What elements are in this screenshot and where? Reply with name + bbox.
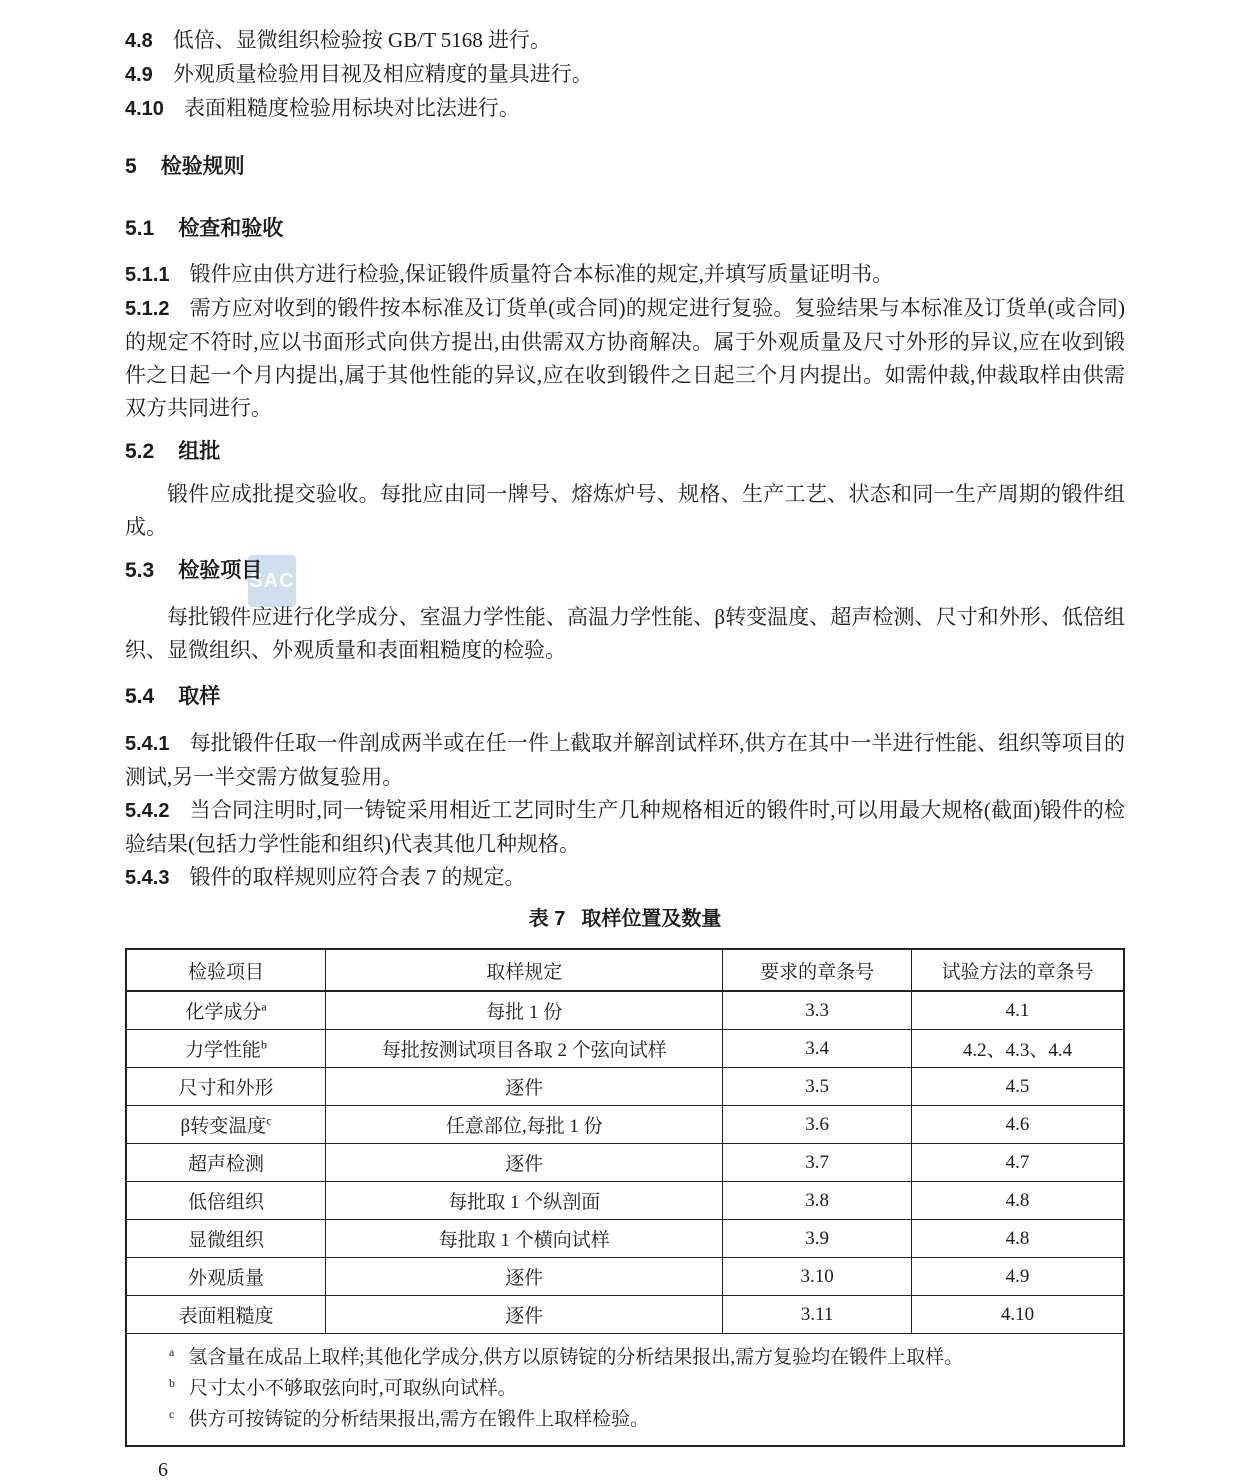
cell-req: 3.8 xyxy=(723,1182,912,1220)
table-row xyxy=(126,1220,1124,1258)
section-5-4-heading xyxy=(125,680,1125,713)
cell-item: β转变温度$^c$ xyxy=(126,1106,326,1144)
table-footnote-b xyxy=(169,1373,1107,1404)
cell-req: 3.7 xyxy=(723,1144,912,1182)
table-title-text: 取样位置及数量 xyxy=(581,908,722,930)
cell-req: 3.6 xyxy=(723,1106,912,1144)
col-header-method: 试验方法的章条号 xyxy=(911,949,1124,991)
table-7-title xyxy=(125,903,1125,936)
table-row xyxy=(126,1106,1124,1144)
cell-req: 3.11 xyxy=(723,1296,912,1334)
section-number: 5.3 xyxy=(125,559,155,582)
footnote-marker: a xyxy=(169,1344,175,1359)
cell-rule: 任意部位,每批 1 份 xyxy=(326,1106,723,1144)
clause-4-8 xyxy=(125,24,1125,58)
section-number: 5.2 xyxy=(125,440,155,463)
table-label: 表 7 xyxy=(528,908,566,930)
sac-watermark: SAC xyxy=(248,555,296,607)
col-header-rule: 取样规定 xyxy=(326,949,723,991)
cell-method: 4.8 xyxy=(911,1220,1124,1258)
footnote-marker: a xyxy=(261,999,267,1014)
clause-number: 4.8 xyxy=(125,30,153,52)
clause-number: 4.10 xyxy=(125,98,164,120)
cell-method: 4.1 xyxy=(911,991,1124,1030)
page-number: 6 xyxy=(158,1459,168,1481)
table-row xyxy=(126,1030,1124,1068)
clause-number: 4.9 xyxy=(125,64,153,86)
section-title: 取样 xyxy=(178,685,221,708)
section-5-3-heading xyxy=(125,554,1125,587)
cell-req: 3.3 xyxy=(723,991,912,1030)
section-title: 检查和验收 xyxy=(178,217,284,240)
footnote-marker: b xyxy=(169,1375,175,1390)
cell-item: 力学性能$^b$ xyxy=(126,1030,326,1068)
cell-req: 3.9 xyxy=(723,1220,912,1258)
cell-rule: 每批按测试项目各取 2 个弦向试样 xyxy=(326,1030,723,1068)
section-5-3-body: 每批锻件应进行化学成分、室温力学性能、高温力学性能、β转变温度、超声检测、尺寸和外形、低倍组织、显微组织、外观质量和表面粗糙度的检验。 xyxy=(125,605,1125,662)
footnote-text: 尺寸太小不够取弦向时,可取纵向试样。 xyxy=(189,1378,517,1399)
cell-rule: 每批取 1 个横向试样 xyxy=(326,1220,723,1258)
clause-text: 当合同注明时,同一铸锭采用相近工艺同时生产几种规格相近的锻件时,可以用最大规格(截面)锻件的检验结果(包括力学性能和组织)代表其他几种规格。 xyxy=(125,798,1125,856)
section-5-heading xyxy=(125,150,1125,183)
cell-method: 4.5 xyxy=(911,1068,1124,1106)
section-title: 检验规则 xyxy=(160,155,245,178)
cell-method: 4.9 xyxy=(911,1258,1124,1296)
clause-number: 5.4.1 xyxy=(125,733,170,755)
clause-number: 5.1.1 xyxy=(125,264,170,286)
clause-text: 表面粗糙度检验用标块对比法进行。 xyxy=(183,96,520,120)
section-5-1-heading xyxy=(125,212,1125,245)
table-row xyxy=(126,1182,1124,1220)
cell-rule: 逐件 xyxy=(326,1296,723,1334)
document-page xyxy=(0,24,1240,1479)
clause-text: 需方应对收到的锻件按本标准及订货单(或合同)的规定进行复验。复验结果与本标准及订货单(或合同)的规定不符时,应以书面形式向供方提出,由供需双方协商解决。属于外观质量及尺寸外形的异议,应在收到锻件之日起一个月内提出,属于其他性能的异议,应在收到锻件之日起三个月内提出。如需仲裁,仲裁取样由供需双方共同进行。 xyxy=(125,296,1125,420)
clause-5-4-1 xyxy=(125,727,1125,794)
table-footnote-c xyxy=(169,1404,1107,1435)
clause-number: 5.4.3 xyxy=(125,867,170,889)
cell-item: 超声检测 xyxy=(126,1144,326,1182)
clause-5-1-1 xyxy=(125,258,1125,292)
footnote-text: 供方可按铸锭的分析结果报出,需方在锻件上取样检验。 xyxy=(188,1409,650,1430)
section-title: 检验项目 xyxy=(178,559,263,582)
cell-method: 4.7 xyxy=(911,1144,1124,1182)
footnote-marker: c xyxy=(266,1113,272,1128)
footnote-marker: b xyxy=(261,1037,268,1052)
clause-text: 锻件应由供方进行检验,保证锻件质量符合本标准的规定,并填写质量证明书。 xyxy=(189,262,893,286)
table-footnotes-cell xyxy=(126,1334,1124,1447)
clause-text: 每批锻件任取一件剖成两半或在任一件上截取并解剖试样环,供方在其中一半进行性能、组织等项目的测试,另一半交需方做复验用。 xyxy=(125,731,1125,789)
clause-number: 5.4.2 xyxy=(125,800,170,822)
clause-text: 外观质量检验用目视及相应精度的量具进行。 xyxy=(172,62,593,86)
cell-rule: 每批取 1 个纵剖面 xyxy=(326,1182,723,1220)
cell-rule: 逐件 xyxy=(326,1144,723,1182)
cell-rule: 每批 1 份 xyxy=(326,991,723,1030)
footnote-marker: c xyxy=(169,1406,175,1421)
cell-method: 4.6 xyxy=(911,1106,1124,1144)
cell-item: 尺寸和外形 xyxy=(126,1068,326,1106)
section-number: 5.1 xyxy=(125,217,155,240)
clause-number: 5.1.2 xyxy=(125,298,170,320)
cell-req: 3.5 xyxy=(723,1068,912,1106)
cell-req: 3.10 xyxy=(723,1258,912,1296)
clause-text: 低倍、显微组织检验按 GB/T 5168 进行。 xyxy=(172,28,552,52)
clause-5-4-3 xyxy=(125,861,1125,895)
page-content xyxy=(125,24,1125,1482)
footnote-text: 氢含量在成品上取样;其他化学成分,供方以原铸锭的分析结果报出,需方复验均在锻件上取样。 xyxy=(188,1347,964,1368)
clause-text: 锻件的取样规则应符合表 7 的规定。 xyxy=(189,865,526,889)
section-number: 5 xyxy=(125,155,137,178)
table-row xyxy=(126,1296,1124,1334)
section-5-2-heading xyxy=(125,435,1125,468)
cell-item: 低倍组织 xyxy=(126,1182,326,1220)
cell-item: 表面粗糙度 xyxy=(126,1296,326,1334)
cell-rule: 逐件 xyxy=(326,1258,723,1296)
table-row xyxy=(126,1258,1124,1296)
clause-5-1-2 xyxy=(125,292,1125,425)
clause-4-9 xyxy=(125,58,1125,92)
table-footnote-a xyxy=(169,1342,1107,1373)
cell-method: 4.2、4.3、4.4 xyxy=(911,1030,1124,1068)
cell-method: 4.10 xyxy=(911,1296,1124,1334)
cell-item: 显微组织 xyxy=(126,1220,326,1258)
section-5-2-body: 锻件应成批提交验收。每批应由同一牌号、熔炼炉号、规格、生产工艺、状态和同一生产周期的锻件组成。 xyxy=(125,482,1125,539)
table-header-row xyxy=(126,949,1124,991)
cell-req: 3.4 xyxy=(723,1030,912,1068)
col-header-item: 检验项目 xyxy=(126,949,326,991)
cell-method: 4.8 xyxy=(911,1182,1124,1220)
section-number: 5.4 xyxy=(125,685,155,708)
clause-4-10 xyxy=(125,92,1125,126)
cell-item: 化学成分$^a$ xyxy=(126,991,326,1030)
clause-5-4-2 xyxy=(125,794,1125,861)
cell-item: 外观质量 xyxy=(126,1258,326,1296)
table-row xyxy=(126,1068,1124,1106)
table-row xyxy=(126,991,1124,1030)
section-title: 组批 xyxy=(178,440,221,463)
table-row xyxy=(126,1144,1124,1182)
cell-rule: 逐件 xyxy=(326,1068,723,1106)
col-header-req: 要求的章条号 xyxy=(723,949,912,991)
table-footnotes-row xyxy=(126,1334,1124,1447)
table-7 xyxy=(125,948,1125,1447)
